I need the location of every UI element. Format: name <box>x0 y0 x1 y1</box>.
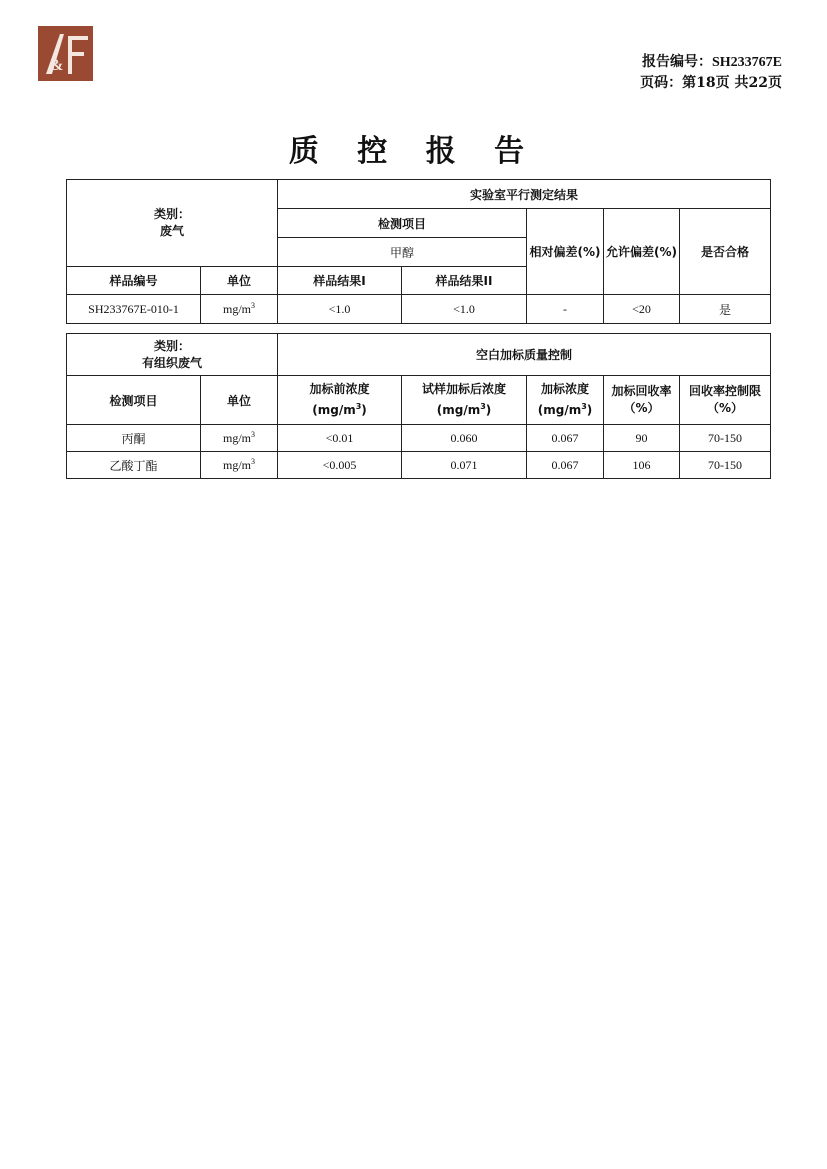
spike-concentration: 0.067 <box>527 452 604 479</box>
page-title: 质 控 报 告 <box>288 134 539 169</box>
qualified: 是 <box>680 295 771 324</box>
parallel-test-table <box>66 179 771 324</box>
category-cell <box>67 334 278 376</box>
report-number-line <box>640 52 782 73</box>
category-cell <box>67 180 278 267</box>
svg-text:&: & <box>50 57 64 74</box>
blank-spike-table <box>66 333 771 479</box>
unit-header: 单位 <box>201 267 278 295</box>
post-concentration-header: 试样加标后浓度 $(mg/m^3)$ <box>402 376 527 425</box>
post-concentration: 0.071 <box>402 452 527 479</box>
recovery-limit: 70-150 <box>680 425 771 452</box>
page-label: 页码： <box>640 75 683 91</box>
category-label: 类别： <box>154 338 191 353</box>
sample-number: SH233767E-010-1 <box>67 295 201 324</box>
unit-cell: $mg/m^3$ <box>201 425 278 452</box>
unit-cell: $mg/m^3$ <box>201 452 278 479</box>
company-logo <box>38 26 93 81</box>
item-name: 丙酮 <box>67 425 201 452</box>
relative-deviation: - <box>527 295 604 324</box>
recovery-limit: 70-150 <box>680 452 771 479</box>
allowed-deviation-header: 允许偏差(%) <box>604 209 680 295</box>
report-number-label: 报告编号： <box>641 54 712 70</box>
unit-cell: $mg/m^3$ <box>201 295 278 324</box>
result1-header: 样品结果I <box>278 267 402 295</box>
spike-concentration-header: 加标浓度 $(mg/m^3)$ <box>527 376 604 425</box>
unit-header: 单位 <box>201 376 278 425</box>
result1: <1.0 <box>278 295 402 324</box>
category-value: 废气 <box>160 224 185 238</box>
result2: <1.0 <box>402 295 527 324</box>
qualified-header: 是否合格 <box>680 209 771 295</box>
pre-concentration: <0.005 <box>278 452 402 479</box>
spike-concentration: 0.067 <box>527 425 604 452</box>
post-concentration: 0.060 <box>402 425 527 452</box>
result2-header: 样品结果II <box>402 267 527 295</box>
pre-concentration: <0.01 <box>278 425 402 452</box>
recovery: 90 <box>604 425 680 452</box>
allowed-deviation: <20 <box>604 295 680 324</box>
item-value: 甲醇 <box>278 238 527 267</box>
item-name: 乙酸丁酯 <box>67 452 201 479</box>
section-title: 实验室平行测定结果 <box>278 180 771 209</box>
section-title: 空白加标质量控制 <box>278 334 771 376</box>
page-value: 第18页 共22页 <box>682 75 782 91</box>
item-header: 检测项目 <box>67 376 201 425</box>
page-number-line <box>640 73 782 93</box>
report-number: SH233767E <box>711 55 782 70</box>
category-label: 类别： <box>154 207 191 221</box>
recovery: 106 <box>604 452 680 479</box>
table-row <box>67 295 771 324</box>
item-header: 检测项目 <box>278 209 527 238</box>
table-row <box>67 452 771 479</box>
relative-deviation-header: 相对偏差(%) <box>527 209 604 295</box>
recovery-limit-header: 回收率控制限 （%） <box>680 376 771 425</box>
pre-concentration-header: 加标前浓度 $(mg/m^3)$ <box>278 376 402 425</box>
recovery-header: 加标回收率 （%） <box>604 376 680 425</box>
category-value: 有组织废气 <box>142 355 203 370</box>
table-row <box>67 425 771 452</box>
report-header-info <box>640 52 782 93</box>
sample-number-header: 样品编号 <box>67 267 201 295</box>
